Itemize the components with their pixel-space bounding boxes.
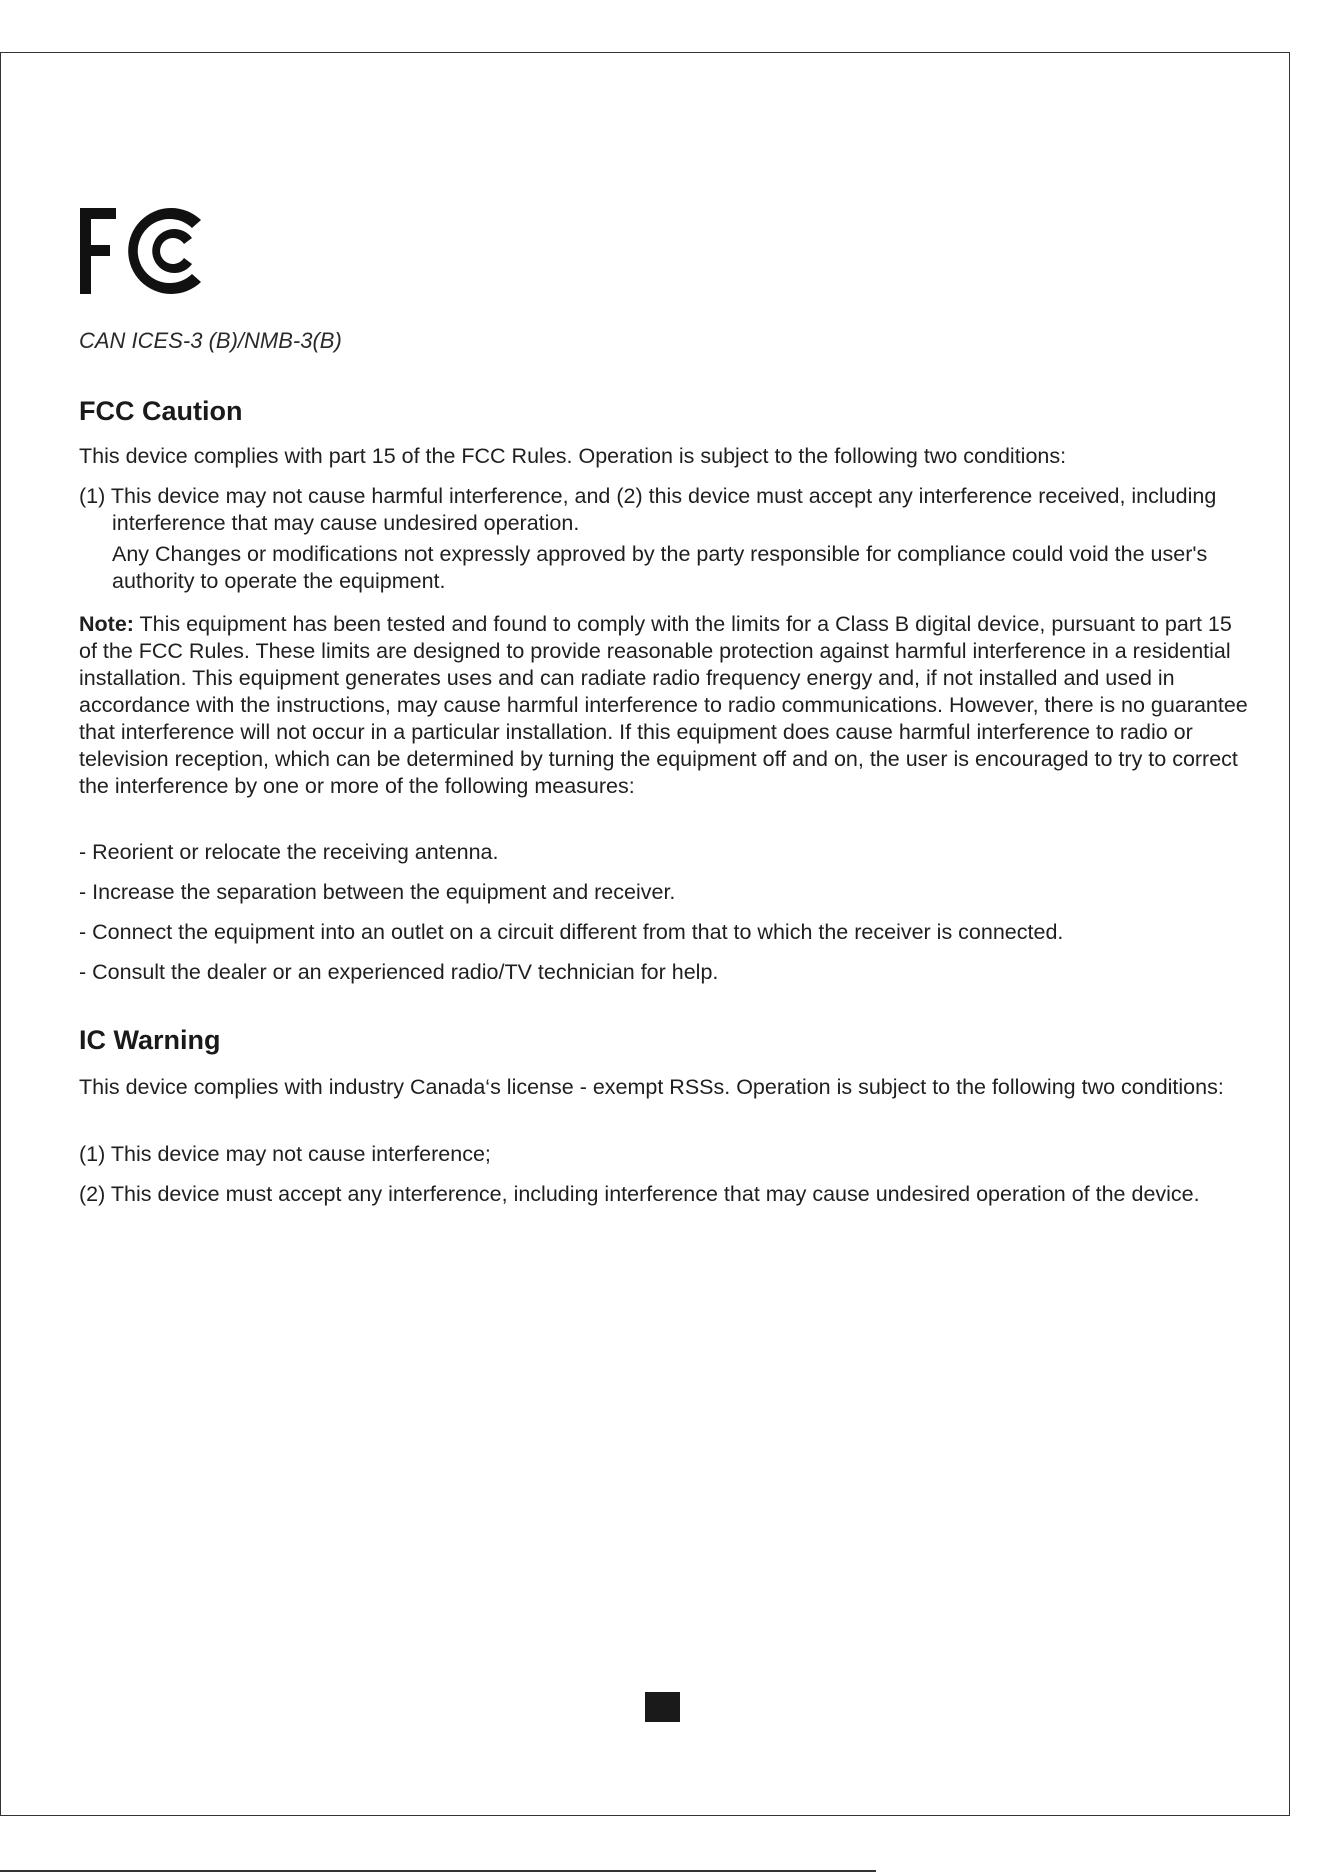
measure-item xyxy=(79,879,1251,906)
measure-item xyxy=(79,959,1251,986)
ic-intro xyxy=(79,1074,1251,1101)
fcc-changes xyxy=(79,541,1251,595)
fcc-condition xyxy=(79,483,1251,537)
measure-item xyxy=(79,839,1251,866)
ic-intro-text: This device complies with industry Canada‘s license - exempt RSSs. Operation is subject to the following two conditions: xyxy=(79,1075,1224,1099)
fcc-note-paragraph xyxy=(79,611,1251,800)
measure-item xyxy=(79,919,1251,946)
measure-text: - Connect the equipment into an outlet on a circuit different from that to which the receiver is connected. xyxy=(79,920,1064,944)
ic-condition-item xyxy=(79,1141,1251,1168)
fcc-condition-text: (1) This device may not cause harmful interference, and (2) this device must accept any interference received, including interference that may cause undesired operation. xyxy=(79,484,1217,535)
certification-code: CAN ICES-3 (B)/NMB-3(B) xyxy=(79,328,342,353)
measure-text: - Reorient or relocate the receiving antenna. xyxy=(79,840,499,864)
page-number-marker xyxy=(645,1692,680,1722)
fcc-note xyxy=(79,611,1251,800)
ic-warning-heading: IC Warning xyxy=(79,1025,221,1055)
ic-condition-item xyxy=(79,1181,1251,1208)
measure-text: - Increase the separation between the equipment and receiver. xyxy=(79,880,676,904)
ic-condition-text: (2) This device must accept any interference, including interference that may cause undesired operation of the device. xyxy=(79,1182,1200,1206)
fcc-intro xyxy=(79,443,1251,470)
fcc-intro-text: This device complies with part 15 of the FCC Rules. Operation is subject to the following two conditions: xyxy=(79,444,1067,468)
fcc-logo-icon xyxy=(80,208,205,294)
note-text: This equipment has been tested and found to comply with the limits for a Class B digital device, pursuant to part 15 of the FCC Rules. These limits are designed to provide reasonable protection against harmful interference in a residential installation. This equipment generates uses and can radiate radio frequency energy and, if not installed and used in accordance with the instructions, may cause harmful interference to radio communications. However, there is no guarantee that interference will not occur in a particular installation. If this equipment does cause harmful interference to radio or television reception, which can be determined by turning the equipment off and on, the user is encouraged to try to correct the interference by one or more of the following measures: xyxy=(79,612,1248,798)
fcc-caution-heading: FCC Caution xyxy=(79,396,243,426)
note-label: Note: xyxy=(79,612,134,636)
ic-warning-section xyxy=(79,1027,1251,1054)
fcc-changes-text: Any Changes or modifications not expressly approved by the party responsible for compliance could void the user's authority to operate the equipment. xyxy=(112,542,1208,593)
fcc-caution-section xyxy=(79,398,1251,425)
measure-text: - Consult the dealer or an experienced radio/TV technician for help. xyxy=(79,960,719,984)
ic-condition-text: (1) This device may not cause interference; xyxy=(79,1142,491,1166)
